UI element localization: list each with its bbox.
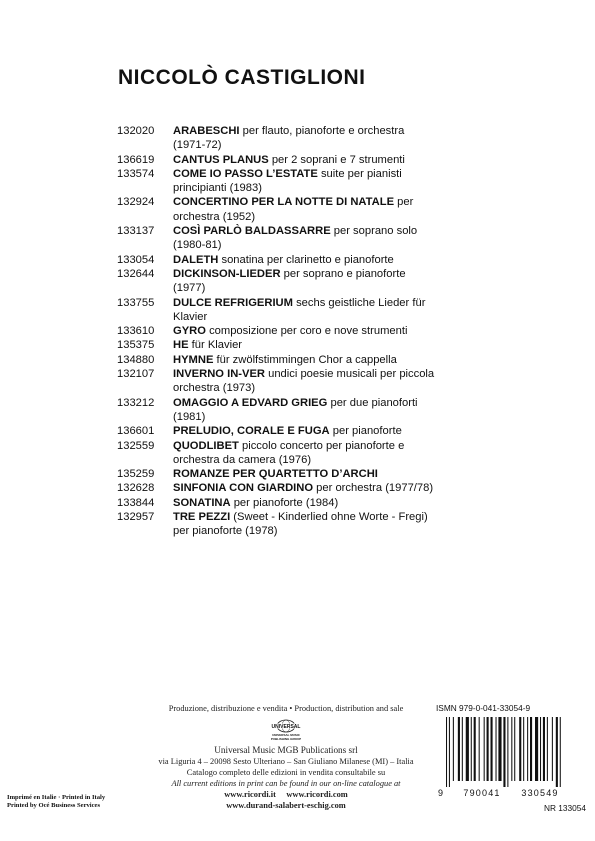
work-title: DULCE REFRIGERIUM	[173, 296, 293, 309]
barcode-bar	[540, 717, 541, 781]
production-line: Produzione, distribuzione e vendita • Production, distribution and sale	[168, 704, 404, 713]
work-title: CONCERTINO PER LA NOTTE DI NATALE	[173, 196, 395, 209]
work-title: OMAGGIO A EDVARD GRIEG	[173, 396, 328, 409]
barcode-bar	[560, 717, 561, 787]
logo-sub-1: UNIVERSAL MUSIC	[272, 733, 300, 737]
barcode	[436, 717, 586, 799]
list-item	[117, 353, 439, 367]
barcode-lead-digit: 9	[438, 788, 444, 798]
barcode-bar	[484, 717, 485, 781]
work-description: undici poesie musicali per piccola orchestra (1973)	[173, 368, 435, 395]
list-item	[117, 324, 439, 338]
list-item	[117, 296, 439, 325]
publisher-footer	[150, 703, 422, 811]
barcode-bar	[466, 717, 469, 781]
logo-sub-2: PUBLISHING GROUP	[270, 737, 302, 741]
work-title: INVERNO IN-VER	[173, 368, 265, 381]
catalog-number: 136601	[117, 425, 155, 438]
catalog-number: 133844	[117, 496, 155, 509]
barcode-bar	[511, 717, 512, 781]
catalog-number: 132020	[117, 125, 155, 137]
catalog-number: 135259	[117, 468, 155, 481]
work-description: piccolo concerto per pianoforte e orchestra da camera (1976)	[173, 439, 405, 466]
work-title: COME IO PASSO L’ESTATE	[173, 167, 318, 180]
barcode-bar	[449, 717, 450, 787]
catalog-number: 135375	[117, 339, 155, 352]
barcode-bar	[556, 717, 558, 787]
work-title: TRE PEZZI	[173, 511, 231, 524]
work-title: DICKINSON-LIEDER	[173, 267, 281, 280]
catalog-number: 136619	[117, 153, 155, 166]
work-title: PRELUDIO, CORALE E FUGA	[173, 425, 330, 438]
catalog-number: 133054	[117, 253, 155, 266]
barcode-bar	[491, 717, 493, 781]
list-item	[117, 195, 439, 224]
barcode-bar	[514, 717, 515, 781]
list-item	[117, 267, 439, 296]
barcode-bar	[519, 717, 521, 781]
work-description: composizione per coro e nove strumenti	[209, 325, 408, 338]
ismn-number: ISMN 979-0-041-33054-9	[436, 703, 531, 713]
catalog-number: 132924	[117, 196, 155, 209]
work-description: per due pianoforti (1981)	[173, 396, 418, 423]
catalog-note-en: All current editions in print can be found in our on-line catalogue at	[171, 779, 401, 788]
catalog-nr: NR 133054	[544, 803, 586, 813]
universal-globe-logo	[263, 717, 309, 741]
work-description: per orchestra (1977/78)	[316, 482, 434, 495]
catalog-number: 132628	[117, 482, 155, 495]
catalog-number: 133610	[117, 325, 155, 338]
barcode-bar	[496, 717, 497, 781]
list-item	[117, 481, 439, 495]
barcode-bar	[503, 717, 505, 787]
barcode-bar	[474, 717, 476, 781]
barcode-bar	[527, 717, 528, 781]
catalog-number: 133574	[117, 167, 155, 180]
work-title: ROMANZE PER QUARTETTO D’ARCHI	[173, 468, 378, 481]
list-item	[117, 424, 439, 438]
works-catalog	[117, 124, 439, 539]
work-description: suite per pianisti principianti (1983)	[173, 167, 402, 195]
barcode-bar	[462, 717, 463, 781]
work-title: DALETH	[173, 253, 219, 266]
work-title: COSÌ PARLÒ BALDASSARRE	[173, 225, 331, 238]
work-title: GYRO	[173, 325, 206, 338]
work-description: per flauto, pianoforte e orchestra (1971-72)	[173, 125, 405, 152]
barcode-digits-left: 790041	[463, 788, 501, 798]
work-description: für zwölfstimmingen Chor a cappella	[216, 353, 397, 366]
company-address: via Liguria 4 – 20098 Sesto Ulteriano – San Giuliano Milanese (MI) – Italia	[158, 757, 414, 766]
barcode-digits-right: 330549	[521, 788, 559, 798]
list-item	[117, 467, 439, 481]
work-title: SONATINA	[173, 496, 231, 509]
barcode-bar	[530, 717, 532, 781]
work-description: für Klavier	[191, 339, 243, 352]
barcode-bar	[458, 717, 460, 781]
catalog-number: 132644	[117, 267, 155, 280]
list-item	[117, 439, 439, 468]
work-description: sechs geistliche Lieder für Klavier	[173, 296, 426, 323]
list-item	[117, 338, 439, 352]
work-title: HYMNE	[173, 353, 214, 366]
list-item	[117, 367, 439, 396]
work-description: per orchestra (1952)	[173, 196, 414, 223]
work-description: per 2 soprani e 7 strumenti	[271, 153, 405, 166]
work-title: CANTUS PLANUS	[173, 153, 269, 166]
work-description: per pianoforte (1984)	[233, 496, 339, 509]
barcode-bar	[543, 717, 545, 781]
work-description: (Sweet - Kinderlied ohne Worte - Fregi) per pianoforte (1978)	[173, 511, 428, 538]
composer-name: NICCOLÒ CASTIGLIONI	[118, 66, 366, 89]
catalog-number: 133212	[117, 396, 155, 409]
list-item	[117, 396, 439, 425]
barcode-bar	[453, 717, 454, 781]
catalog-note-it: Catalogo completo delle edizioni in vendita consultabile su	[186, 768, 386, 777]
catalog-number: 133755	[117, 296, 155, 309]
work-title: QUODLIBET	[173, 439, 239, 452]
work-description: sonatina per clarinetto e pianoforte	[221, 253, 394, 266]
catalog-number: 134880	[117, 353, 155, 366]
imprint-line-2: Printed by Océ Business Services	[7, 802, 101, 809]
web-link-durand[interactable]: www.durand-salabert-eschig.com	[226, 801, 346, 810]
web-link-ricordi-com[interactable]: www.ricordi.com	[286, 790, 348, 799]
work-title: HE	[173, 339, 189, 352]
barcode-bar	[507, 717, 508, 787]
imprint	[7, 794, 105, 810]
list-item	[117, 496, 439, 510]
logo-wordmark: UNIVERSAL	[271, 724, 301, 730]
work-title: SINFONIA CON GIARDINO	[173, 482, 314, 495]
list-item	[117, 153, 439, 167]
barcode-bar	[535, 717, 538, 781]
work-description: per soprano e pianoforte (1977)	[173, 267, 406, 295]
company-name: Universal Music MGB Publications srl	[214, 745, 358, 755]
barcode-bar	[547, 717, 548, 781]
catalog-number: 132107	[117, 368, 155, 381]
work-description: per pianoforte	[332, 425, 402, 438]
barcode-bar	[552, 717, 553, 781]
list-item	[117, 510, 439, 539]
imprint-line-1: Imprimé en Italie · Printed in Italy	[7, 794, 106, 801]
work-title: ARABESCHI	[173, 125, 240, 137]
list-item	[117, 224, 439, 253]
barcode-bar	[498, 717, 501, 781]
work-description: per soprano solo (1980-81)	[173, 225, 418, 252]
barcode-block	[436, 703, 586, 813]
catalog-number: 132559	[117, 439, 155, 452]
list-item	[117, 253, 439, 267]
barcode-bar	[479, 717, 480, 781]
barcode-bar	[523, 717, 524, 781]
web-link-ricordi-it[interactable]: www.ricordi.it	[224, 790, 276, 799]
list-item	[117, 167, 439, 196]
list-item	[117, 124, 439, 153]
catalog-number: 132957	[117, 511, 155, 524]
barcode-bar	[487, 717, 489, 781]
catalog-number: 133137	[117, 225, 155, 238]
barcode-bar	[446, 717, 447, 787]
barcode-bar	[471, 717, 472, 781]
